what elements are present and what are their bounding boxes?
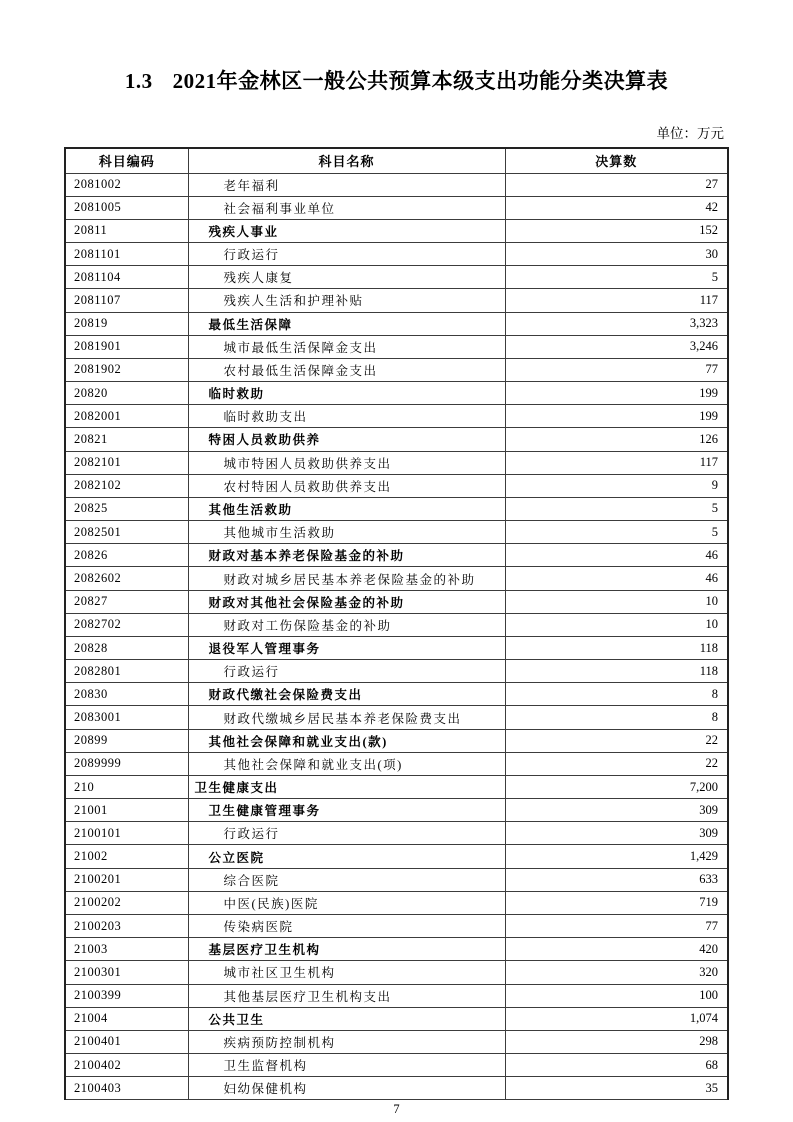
table-row bbox=[65, 243, 728, 266]
subject-name-cell: 社会福利事业单位 bbox=[188, 196, 505, 219]
final-amount-cell: 77 bbox=[505, 358, 728, 381]
final-amount-cell: 100 bbox=[505, 984, 728, 1007]
final-amount-cell: 118 bbox=[505, 636, 728, 659]
subject-name-cell: 退役军人管理事务 bbox=[188, 636, 505, 659]
subject-name-cell: 行政运行 bbox=[188, 660, 505, 683]
header-subject-name: 科目名称 bbox=[188, 148, 505, 173]
subject-code-cell: 20819 bbox=[65, 312, 188, 335]
subject-name-cell: 其他生活救助 bbox=[188, 497, 505, 520]
table-row bbox=[65, 1030, 728, 1053]
subject-code-cell: 2081107 bbox=[65, 289, 188, 312]
subject-code-cell: 2082101 bbox=[65, 451, 188, 474]
subject-name-cell: 老年福利 bbox=[188, 173, 505, 196]
subject-name-cell: 残疾人事业 bbox=[188, 219, 505, 242]
subject-name-cell: 临时救助 bbox=[188, 382, 505, 405]
final-amount-cell: 633 bbox=[505, 868, 728, 891]
final-amount-cell: 10 bbox=[505, 590, 728, 613]
subject-code-cell: 21001 bbox=[65, 799, 188, 822]
subject-code-cell: 2083001 bbox=[65, 706, 188, 729]
subject-name-cell: 其他社会保障和就业支出(款) bbox=[188, 729, 505, 752]
final-amount-cell: 117 bbox=[505, 451, 728, 474]
page-title bbox=[0, 66, 793, 96]
subject-code-cell: 2082001 bbox=[65, 405, 188, 428]
subject-code-cell: 20820 bbox=[65, 382, 188, 405]
subject-code-cell: 2100301 bbox=[65, 961, 188, 984]
table-row bbox=[65, 451, 728, 474]
subject-name-cell: 综合医院 bbox=[188, 868, 505, 891]
final-amount-cell: 42 bbox=[505, 196, 728, 219]
subject-name-cell: 农村特困人员救助供养支出 bbox=[188, 474, 505, 497]
subject-code-cell: 2082102 bbox=[65, 474, 188, 497]
subject-name-cell: 基层医疗卫生机构 bbox=[188, 938, 505, 961]
final-amount-cell: 298 bbox=[505, 1030, 728, 1053]
table-row bbox=[65, 891, 728, 914]
final-amount-cell: 309 bbox=[505, 799, 728, 822]
final-amount-cell: 7,200 bbox=[505, 775, 728, 798]
subject-name-cell: 最低生活保障 bbox=[188, 312, 505, 335]
subject-name-cell: 其他城市生活救助 bbox=[188, 521, 505, 544]
table-row bbox=[65, 405, 728, 428]
subject-code-cell: 2100203 bbox=[65, 915, 188, 938]
final-amount-cell: 10 bbox=[505, 613, 728, 636]
unit-label: 单位：万元 bbox=[656, 126, 724, 141]
subject-name-cell: 卫生健康支出 bbox=[188, 775, 505, 798]
subject-name-cell: 临时救助支出 bbox=[188, 405, 505, 428]
final-amount-cell: 22 bbox=[505, 752, 728, 775]
table-row bbox=[65, 521, 728, 544]
subject-code-cell: 2100403 bbox=[65, 1077, 188, 1100]
final-amount-cell: 126 bbox=[505, 428, 728, 451]
table-row bbox=[65, 613, 728, 636]
final-amount-cell: 8 bbox=[505, 706, 728, 729]
subject-code-cell: 2100101 bbox=[65, 822, 188, 845]
final-amount-cell: 5 bbox=[505, 497, 728, 520]
subject-name-cell: 妇幼保健机构 bbox=[188, 1077, 505, 1100]
table-row bbox=[65, 382, 728, 405]
subject-code-cell: 21004 bbox=[65, 1007, 188, 1030]
page-number: 7 bbox=[393, 1102, 400, 1116]
subject-code-cell: 2081101 bbox=[65, 243, 188, 266]
final-amount-cell: 77 bbox=[505, 915, 728, 938]
subject-name-cell: 卫生监督机构 bbox=[188, 1054, 505, 1077]
subject-code-cell: 2081901 bbox=[65, 335, 188, 358]
subject-code-cell: 20899 bbox=[65, 729, 188, 752]
subject-name-cell: 公共卫生 bbox=[188, 1007, 505, 1030]
table-row bbox=[65, 312, 728, 335]
final-amount-cell: 152 bbox=[505, 219, 728, 242]
table-row bbox=[65, 1054, 728, 1077]
subject-name-cell: 特困人员救助供养 bbox=[188, 428, 505, 451]
table-row bbox=[65, 219, 728, 242]
final-amount-cell: 3,323 bbox=[505, 312, 728, 335]
final-amount-cell: 46 bbox=[505, 567, 728, 590]
subject-name-cell: 财政代缴城乡居民基本养老保险费支出 bbox=[188, 706, 505, 729]
subject-name-cell: 城市特困人员救助供养支出 bbox=[188, 451, 505, 474]
table-row bbox=[65, 938, 728, 961]
subject-name-cell: 传染病医院 bbox=[188, 915, 505, 938]
subject-name-cell: 卫生健康管理事务 bbox=[188, 799, 505, 822]
final-amount-cell: 117 bbox=[505, 289, 728, 312]
subject-name-cell: 其他社会保障和就业支出(项) bbox=[188, 752, 505, 775]
table-row bbox=[65, 660, 728, 683]
subject-code-cell: 2100402 bbox=[65, 1054, 188, 1077]
subject-code-cell: 20828 bbox=[65, 636, 188, 659]
subject-name-cell: 城市最低生活保障金支出 bbox=[188, 335, 505, 358]
subject-name-cell: 财政对工伤保险基金的补助 bbox=[188, 613, 505, 636]
final-amount-cell: 8 bbox=[505, 683, 728, 706]
subject-name-cell: 公立医院 bbox=[188, 845, 505, 868]
subject-code-cell: 2082702 bbox=[65, 613, 188, 636]
table-row bbox=[65, 729, 728, 752]
final-amount-cell: 320 bbox=[505, 961, 728, 984]
table-row bbox=[65, 266, 728, 289]
table-row bbox=[65, 636, 728, 659]
subject-code-cell: 2100201 bbox=[65, 868, 188, 891]
table-row bbox=[65, 289, 728, 312]
table-row bbox=[65, 544, 728, 567]
subject-code-cell: 20826 bbox=[65, 544, 188, 567]
final-amount-cell: 1,074 bbox=[505, 1007, 728, 1030]
subject-name-cell: 其他基层医疗卫生机构支出 bbox=[188, 984, 505, 1007]
subject-name-cell: 行政运行 bbox=[188, 243, 505, 266]
final-amount-cell: 27 bbox=[505, 173, 728, 196]
subject-code-cell: 2082602 bbox=[65, 567, 188, 590]
final-amount-cell: 68 bbox=[505, 1054, 728, 1077]
subject-name-cell: 中医(民族)医院 bbox=[188, 891, 505, 914]
table-row bbox=[65, 822, 728, 845]
subject-code-cell: 21002 bbox=[65, 845, 188, 868]
table-row bbox=[65, 915, 728, 938]
subject-code-cell: 20811 bbox=[65, 219, 188, 242]
title-section-number: 1.3 bbox=[124, 69, 153, 93]
table-row bbox=[65, 335, 728, 358]
table-header-row bbox=[65, 148, 728, 173]
subject-code-cell: 20825 bbox=[65, 497, 188, 520]
subject-name-cell: 疾病预防控制机构 bbox=[188, 1030, 505, 1053]
subject-code-cell: 2100399 bbox=[65, 984, 188, 1007]
header-subject-code: 科目编码 bbox=[65, 148, 188, 173]
subject-name-cell: 财政对城乡居民基本养老保险基金的补助 bbox=[188, 567, 505, 590]
budget-table bbox=[64, 147, 729, 1100]
subject-code-cell: 20827 bbox=[65, 590, 188, 613]
final-amount-cell: 420 bbox=[505, 938, 728, 961]
final-amount-cell: 1,429 bbox=[505, 845, 728, 868]
final-amount-cell: 199 bbox=[505, 382, 728, 405]
final-amount-cell: 9 bbox=[505, 474, 728, 497]
subject-name-cell: 财政对基本养老保险基金的补助 bbox=[188, 544, 505, 567]
table-row bbox=[65, 752, 728, 775]
subject-name-cell: 财政代缴社会保险费支出 bbox=[188, 683, 505, 706]
table-row bbox=[65, 799, 728, 822]
table-row bbox=[65, 428, 728, 451]
subject-code-cell: 2082501 bbox=[65, 521, 188, 544]
subject-name-cell: 残疾人生活和护理补贴 bbox=[188, 289, 505, 312]
final-amount-cell: 3,246 bbox=[505, 335, 728, 358]
subject-code-cell: 2081104 bbox=[65, 266, 188, 289]
table-row bbox=[65, 845, 728, 868]
subject-code-cell: 210 bbox=[65, 775, 188, 798]
table-row bbox=[65, 497, 728, 520]
table-row bbox=[65, 567, 728, 590]
table-row bbox=[65, 868, 728, 891]
table-row bbox=[65, 706, 728, 729]
table-row bbox=[65, 474, 728, 497]
subject-code-cell: 2081902 bbox=[65, 358, 188, 381]
table-row bbox=[65, 590, 728, 613]
subject-code-cell: 20821 bbox=[65, 428, 188, 451]
subject-name-cell: 行政运行 bbox=[188, 822, 505, 845]
final-amount-cell: 46 bbox=[505, 544, 728, 567]
final-amount-cell: 30 bbox=[505, 243, 728, 266]
subject-code-cell: 2081005 bbox=[65, 196, 188, 219]
final-amount-cell: 5 bbox=[505, 521, 728, 544]
header-final-amount: 决算数 bbox=[505, 148, 728, 173]
subject-name-cell: 城市社区卫生机构 bbox=[188, 961, 505, 984]
title-text: 2021年金林区一般公共预算本级支出功能分类决算表 bbox=[172, 69, 669, 93]
subject-name-cell: 农村最低生活保障金支出 bbox=[188, 358, 505, 381]
subject-code-cell: 2089999 bbox=[65, 752, 188, 775]
subject-code-cell: 2100202 bbox=[65, 891, 188, 914]
table-row bbox=[65, 358, 728, 381]
table-row bbox=[65, 683, 728, 706]
table-row bbox=[65, 1077, 728, 1100]
final-amount-cell: 22 bbox=[505, 729, 728, 752]
subject-code-cell: 21003 bbox=[65, 938, 188, 961]
table-row bbox=[65, 1007, 728, 1030]
final-amount-cell: 199 bbox=[505, 405, 728, 428]
final-amount-cell: 719 bbox=[505, 891, 728, 914]
subject-name-cell: 残疾人康复 bbox=[188, 266, 505, 289]
table-row bbox=[65, 173, 728, 196]
table-row bbox=[65, 196, 728, 219]
table-row bbox=[65, 961, 728, 984]
final-amount-cell: 5 bbox=[505, 266, 728, 289]
table-row bbox=[65, 984, 728, 1007]
final-amount-cell: 35 bbox=[505, 1077, 728, 1100]
table-row bbox=[65, 775, 728, 798]
final-amount-cell: 309 bbox=[505, 822, 728, 845]
subject-code-cell: 2082801 bbox=[65, 660, 188, 683]
final-amount-cell: 118 bbox=[505, 660, 728, 683]
subject-code-cell: 2081002 bbox=[65, 173, 188, 196]
subject-code-cell: 20830 bbox=[65, 683, 188, 706]
subject-code-cell: 2100401 bbox=[65, 1030, 188, 1053]
subject-name-cell: 财政对其他社会保险基金的补助 bbox=[188, 590, 505, 613]
